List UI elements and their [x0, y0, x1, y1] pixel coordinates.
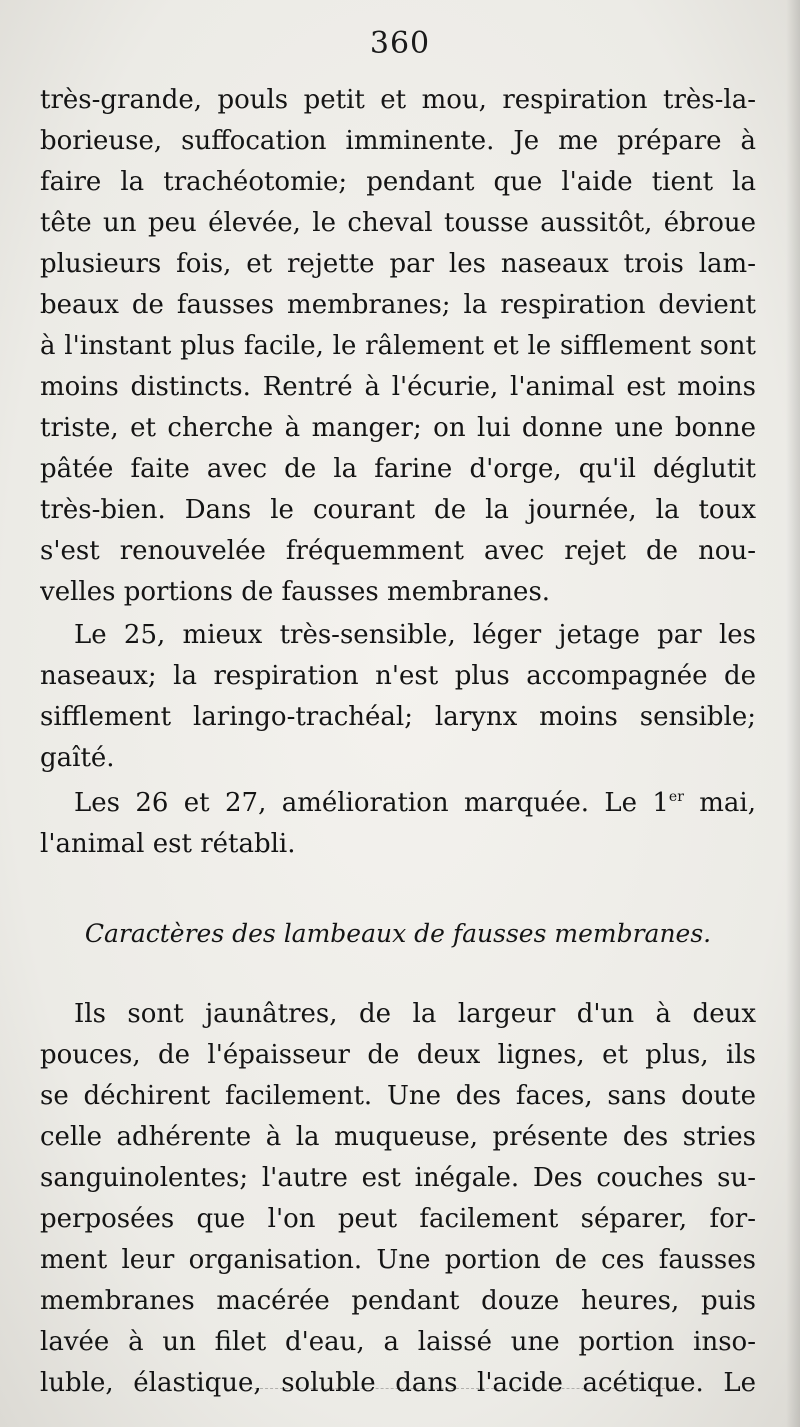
text-line: velles portions de fausses membranes.: [40, 577, 551, 607]
text-line: très-bien. Dans le courant de la journée, la toux: [40, 495, 756, 525]
text-line: beaux de fausses membranes; la respiration devient: [40, 290, 756, 320]
page-number: 360: [369, 26, 431, 61]
text-fragment: Les 26 et 27, amélioration marquée. Le 1: [74, 788, 669, 818]
text-line: [40, 783, 756, 824]
text-line: plusieurs fois, et rejette par les naseaux trois lam-: [40, 249, 756, 279]
superscript: er: [668, 789, 684, 805]
text-line: Le 25, mieux très-sensible, léger jetage par les: [74, 620, 756, 650]
text-fragment: mai,: [683, 788, 756, 818]
page-edge-shadow: [786, 0, 800, 1427]
paragraph-4: [40, 994, 756, 1404]
paragraph-3: [40, 783, 756, 865]
text-line: perposées que l'on peut facilement séparer, for-: [40, 1204, 756, 1234]
body-text: [40, 80, 756, 1404]
text-line: tête un peu élevée, le cheval tousse aussitôt, ébroue: [40, 208, 756, 238]
text-line: se déchirent facilement. Une des faces, sans doute: [40, 1081, 756, 1111]
text-line: gaîté.: [40, 743, 115, 773]
paragraph-2: [40, 615, 756, 779]
text-line: Ils sont jaunâtres, de la largeur d'un à deux: [74, 999, 756, 1029]
text-line: sanguinolentes; l'autre est inégale. Des couches su-: [40, 1163, 756, 1193]
text-line: celle adhérente à la muqueuse, présente des stries: [40, 1122, 756, 1152]
text-line: borieuse, suffocation imminente. Je me prépare à: [40, 126, 756, 156]
text-line: sifflement laringo-trachéal; larynx moins sensible;: [40, 702, 756, 732]
text-line: à l'instant plus facile, le râlement et le sifflement sont: [40, 331, 756, 361]
text-line: faire la trachéotomie; pendant que l'aide tient la: [40, 167, 756, 197]
text-line: pouces, de l'épaisseur de deux lignes, et plus, ils: [40, 1040, 756, 1070]
text-line: triste, et cherche à manger; on lui donne une bonne: [40, 413, 756, 443]
text-line: très-grande, pouls petit et mou, respiration très-la-: [40, 85, 756, 115]
text-line: luble, élastique, soluble dans l'acide acétique. Le: [40, 1368, 756, 1398]
paragraph-1: [40, 80, 756, 613]
text-line: pâtée faite avec de la farine d'orge, qu'il déglutit: [40, 454, 756, 484]
text-line: moins distincts. Rentré à l'écurie, l'animal est moins: [40, 372, 756, 402]
text-line: naseaux; la respiration n'est plus accompagnée de: [40, 661, 756, 691]
bottom-edge-mark: [250, 1388, 680, 1389]
section-heading: Caractères des lambeaux de fausses membranes.: [84, 919, 712, 948]
text-line: membranes macérée pendant douze heures, puis: [40, 1286, 756, 1316]
text-line: lavée à un filet d'eau, a laissé une portion inso-: [40, 1327, 756, 1357]
text-line: l'animal est rétabli.: [40, 829, 296, 859]
text-line: ment leur organisation. Une portion de ces fausses: [40, 1245, 756, 1275]
text-line: s'est renouvelée fréquemment avec rejet de nou-: [40, 536, 756, 566]
